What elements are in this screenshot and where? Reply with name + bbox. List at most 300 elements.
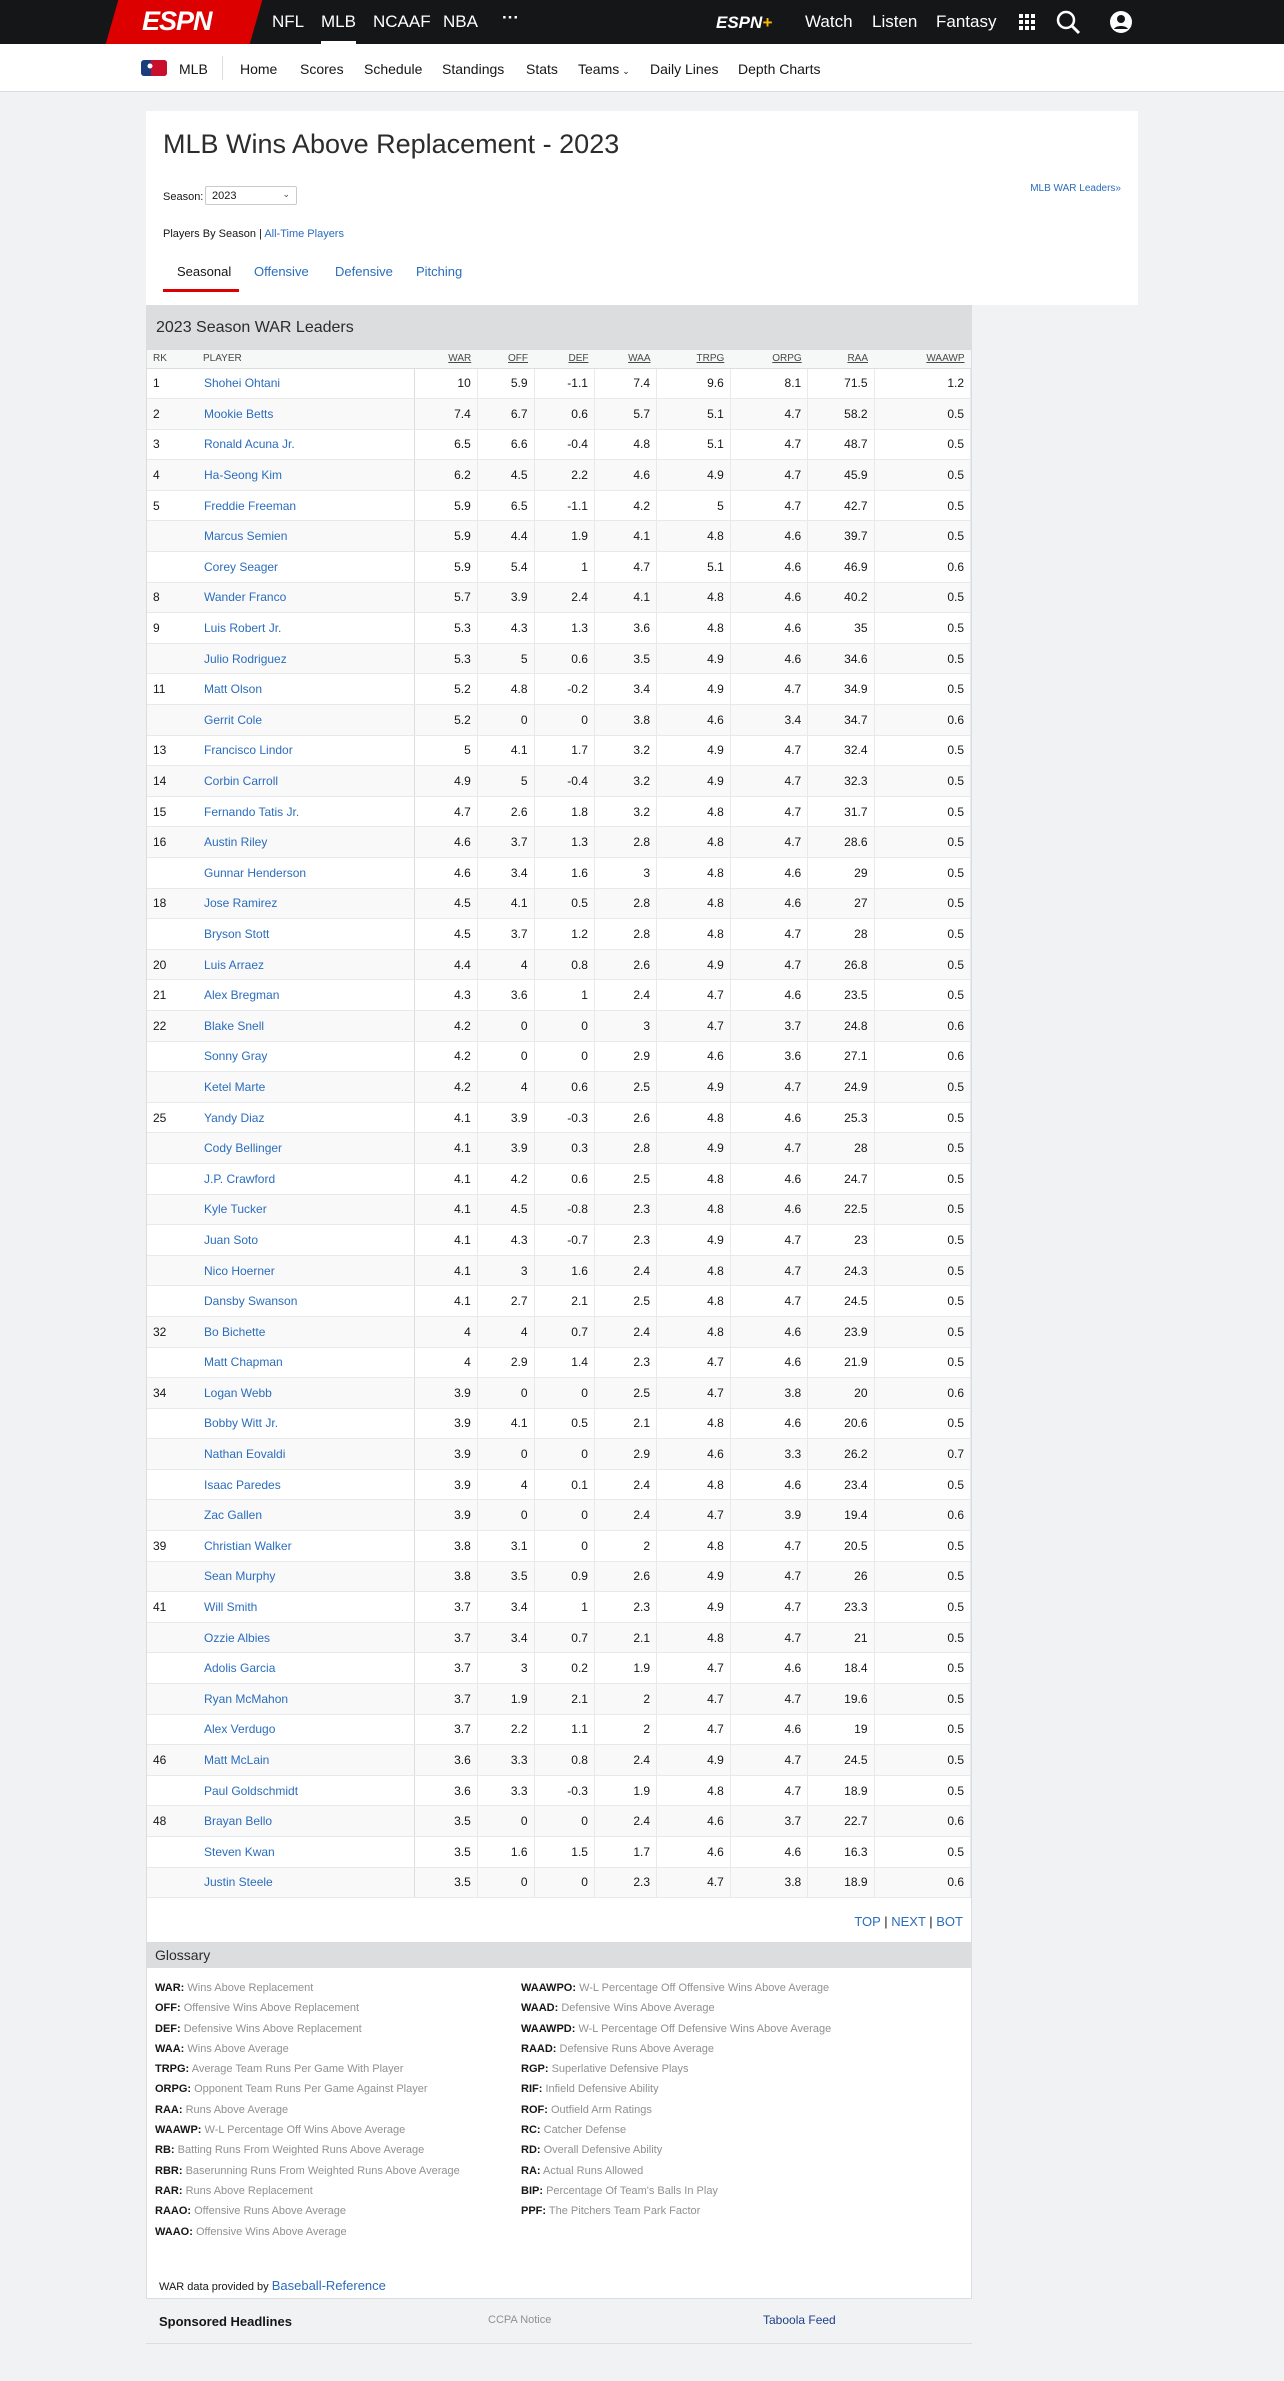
player-link[interactable]: Julio Rodriguez [204,651,287,666]
stat-cell: 3.4 [477,1592,534,1623]
stat-cell: 1.7 [594,1837,656,1868]
stat-cell: 1 [534,552,594,583]
stat-cell: 0.6 [874,705,970,736]
player-cell [197,1225,414,1256]
stat-cell: 4.2 [414,1041,477,1072]
stat-cell: 4.8 [657,1255,731,1286]
player-link[interactable]: Adolis Garcia [204,1661,276,1676]
stat-cell: 2.4 [594,1255,656,1286]
player-link[interactable]: Will Smith [204,1600,258,1615]
player-link[interactable]: Ha-Seong Kim [204,468,283,483]
stat-cell: 3.9 [477,1102,534,1133]
player-cell [197,1072,414,1103]
stat-cell: 0.5 [874,1347,970,1378]
stat-cell: 4.6 [730,1408,807,1439]
rank-cell: 16 [147,827,197,858]
stat-cell: 4.7 [730,1561,807,1592]
player-link[interactable]: Luis Arraez [204,957,265,972]
stat-cell: 4.7 [657,980,731,1011]
player-cell [197,827,414,858]
stat-cell: 24.3 [808,1255,874,1286]
stat-cell: 4.9 [657,674,731,705]
player-link[interactable]: Brayan Bello [204,1814,273,1829]
stat-cell: 1.9 [477,1684,534,1715]
player-link[interactable]: Nathan Eovaldi [204,1447,286,1462]
player-cell [197,1194,414,1225]
stat-cell: 4.8 [657,1102,731,1133]
glossary-definition: Offensive Runs Above Average [194,2205,346,2218]
glossary-entry [521,1978,831,1998]
rank-cell: 39 [147,1531,197,1562]
player-link[interactable]: Yandy Diaz [204,1110,265,1125]
rank-cell [147,1684,197,1715]
stat-cell: 4.5 [477,1194,534,1225]
stat-cell: -1.1 [534,490,594,521]
player-link[interactable]: Fernando Tatis Jr. [204,804,300,819]
glossary-entry [155,1978,460,1998]
glossary-title: Glossary [155,1947,211,1963]
stat-cell: 26.2 [808,1439,874,1470]
player-link[interactable]: Sean Murphy [204,1569,276,1584]
player-link[interactable]: Wander Franco [204,590,287,605]
stat-cell: 4.6 [730,643,807,674]
stat-cell: 0 [477,1439,534,1470]
stat-cell: 28.6 [808,827,874,858]
table-row [147,1561,971,1592]
stat-cell: 0.5 [874,1531,970,1562]
baseball-reference-link[interactable]: Baseball-Reference [271,2278,386,2293]
stat-cell: 3.8 [414,1561,477,1592]
player-link[interactable]: Alex Verdugo [204,1722,276,1737]
stat-cell: 1.6 [534,1255,594,1286]
table-body [147,368,971,1898]
stat-cell: 4.1 [594,521,656,552]
pager-next-link[interactable]: NEXT [891,1914,926,1929]
rank-cell: 11 [147,674,197,705]
stat-cell: 4.6 [730,552,807,583]
ccpa-notice-link[interactable]: CCPA Notice [488,2314,552,2326]
stat-cell: 25.3 [808,1102,874,1133]
table-row [147,1837,971,1868]
column-header[interactable]: DEF [534,350,594,368]
stat-cell: 4.8 [657,827,731,858]
nav-nba[interactable]: NBA [443,12,478,31]
stat-cell: 4.9 [657,949,731,980]
subnav-stats[interactable]: Stats [526,61,558,77]
stat-cell: 0.5 [874,919,970,950]
profile-icon[interactable] [1107,8,1135,36]
stat-cell: 0.5 [874,1653,970,1684]
rank-cell [147,705,197,736]
player-cell [197,980,414,1011]
stat-cell: 45.9 [808,460,874,491]
subnav-teams[interactable]: Teams ⌄ [578,61,630,77]
pager-top-link[interactable]: TOP [854,1914,881,1929]
player-link[interactable]: Sonny Gray [204,1049,268,1064]
stat-cell: 34.6 [808,643,874,674]
tab-pitching[interactable]: Pitching [416,264,463,279]
stat-cell: 3.7 [414,1714,477,1745]
stat-cell: 0.5 [874,1745,970,1776]
chevron-down-icon: ⌄ [282,189,290,199]
nav-nfl[interactable]: NFL [272,12,305,31]
glossary-term: RD: [521,2144,541,2157]
tab-offensive[interactable]: Offensive [254,264,309,279]
glossary-term: PPF: [521,2205,547,2218]
table-row [147,1500,971,1531]
stat-cell: 0.6 [534,1163,594,1194]
table-row [147,1225,971,1256]
player-link[interactable]: Kyle Tucker [204,1202,267,1217]
column-header[interactable]: TRPG [657,350,731,368]
column-header[interactable]: ORPG [730,350,807,368]
player-link[interactable]: Jose Ramirez [204,896,278,911]
player-link[interactable]: Dansby Swanson [204,1294,298,1309]
stat-cell: 0.6 [874,1867,970,1898]
player-link[interactable]: Ronald Acuna Jr. [204,437,295,452]
column-header[interactable]: OFF [477,350,534,368]
rank-cell: 2 [147,399,197,430]
rank-cell: 21 [147,980,197,1011]
glossary-definition: Runs Above Replacement [185,2184,313,2197]
stat-cell: 4.7 [730,1133,807,1164]
player-link[interactable]: Paul Goldschmidt [204,1783,299,1798]
table-row [147,1806,971,1837]
more-icon[interactable]: ··· [502,8,519,27]
stat-cell: 4.8 [657,1469,731,1500]
player-cell [197,490,414,521]
glossary-definition: The Pitchers Team Park Factor [548,2205,701,2218]
player-link[interactable]: Cody Bellinger [204,1141,283,1156]
player-link[interactable]: Justin Steele [204,1875,273,1890]
stat-cell: 2.4 [594,1806,656,1837]
nav-mlb[interactable]: MLB [321,12,356,31]
player-cell [197,1255,414,1286]
stat-cell: 24.7 [808,1163,874,1194]
stat-cell: 5.9 [414,490,477,521]
stat-cell: 0.7 [874,1439,970,1470]
season-select[interactable]: 2023 ⌄ [205,186,297,205]
stat-cell: 4.7 [730,490,807,521]
player-link[interactable]: Matt McLain [204,1753,270,1768]
stat-cell: 2.4 [594,1500,656,1531]
table-row [147,1469,971,1500]
stat-cell: 0.5 [874,643,970,674]
table-row [147,1439,971,1470]
stat-cell: 1.2 [534,919,594,950]
player-cell [197,1867,414,1898]
table-row [147,1072,971,1103]
glossary-definition: Superlative Defensive Plays [551,2063,689,2076]
rank-cell: 3 [147,429,197,460]
glossary-definition: Defensive Runs Above Average [559,2042,715,2055]
pager-bottom-link[interactable]: BOT [936,1914,963,1929]
stat-cell: 29 [808,858,874,889]
player-link[interactable]: Isaac Paredes [204,1477,281,1492]
stat-cell: 0.5 [874,827,970,858]
table-row [147,1286,971,1317]
column-header[interactable]: WAA [594,350,656,368]
stat-cell: 3.6 [414,1775,477,1806]
nav-fantasy[interactable]: Fantasy [936,12,997,31]
stat-cell: 4.9 [657,766,731,797]
player-cell [197,735,414,766]
stat-cell: 4.6 [730,1102,807,1133]
stat-cell: 4.6 [730,613,807,644]
stat-cell: 71.5 [808,368,874,399]
player-cell [197,858,414,889]
stat-cell: 0.5 [874,1837,970,1868]
stat-cell: 4 [477,949,534,980]
glossary-definition: W-L Percentage Off Wins Above Average [204,2124,406,2137]
rank-cell [147,552,197,583]
stat-cell: 0.8 [534,949,594,980]
player-link[interactable]: Bryson Stott [204,926,270,941]
player-link[interactable]: Juan Soto [204,1232,259,1247]
stat-cell: 0.5 [534,1408,594,1439]
stat-cell: 0 [534,1439,594,1470]
glossary-term: ROF: [521,2103,548,2116]
player-cell [197,1102,414,1133]
glossary-left-column [155,1978,460,2242]
stat-cell: 3.1 [477,1531,534,1562]
stat-cell: 20 [808,1378,874,1409]
player-link[interactable]: Bo Bichette [204,1324,266,1339]
table-row [147,1255,971,1286]
stat-cell: 4.6 [657,1041,731,1072]
player-link[interactable]: Matt Chapman [204,1355,283,1370]
column-header[interactable]: WAAWP [874,350,970,368]
player-link[interactable]: Marcus Semien [204,529,288,544]
stat-cell: 2.9 [594,1439,656,1470]
stat-cell: 3.4 [477,1622,534,1653]
stat-cell: 3 [477,1653,534,1684]
stat-cell: 4.9 [657,643,731,674]
stat-cell: 2.5 [594,1378,656,1409]
stat-cell: 2.5 [594,1072,656,1103]
page-header [146,111,1138,305]
glossary-definition: Runs Above Average [185,2103,289,2116]
rank-cell [147,1347,197,1378]
stat-cell: 4 [477,1316,534,1347]
rank-cell [147,1837,197,1868]
stat-cell: 4.9 [657,460,731,491]
stat-cell: 1.7 [534,735,594,766]
stat-cell: 2.9 [477,1347,534,1378]
stat-cell: 40.2 [808,582,874,613]
player-link[interactable]: Ketel Marte [204,1079,266,1094]
subnav-scores[interactable]: Scores [300,61,344,77]
glossary-term: WAAD: [521,2002,559,2015]
stat-cell: 0 [534,1378,594,1409]
player-link[interactable]: Logan Webb [204,1385,272,1400]
player-link[interactable]: J.P. Crawford [204,1171,276,1186]
stat-cell: 5.9 [414,521,477,552]
stat-cell: 4.7 [730,1286,807,1317]
player-link[interactable]: Gunnar Henderson [204,865,307,880]
stat-cell: 4.1 [477,735,534,766]
tab-seasonal[interactable]: Seasonal [177,264,232,279]
stat-cell: 4.7 [657,1347,731,1378]
rank-cell [147,521,197,552]
player-link[interactable]: Gerrit Cole [204,712,263,727]
stat-cell: 0.7 [534,1316,594,1347]
stat-cell: 27 [808,888,874,919]
stat-cell: 2.4 [594,980,656,1011]
glossary-definition: Opponent Team Runs Per Game Against Player [194,2083,428,2096]
glossary-term: RA: [521,2164,541,2177]
stat-cell: 3.2 [594,766,656,797]
stat-cell: 0.5 [874,1714,970,1745]
stat-cell: 22.5 [808,1194,874,1225]
player-cell [197,643,414,674]
rank-cell [147,1561,197,1592]
stat-cell: 4.8 [657,613,731,644]
glossary-term: WAAO: [155,2225,193,2238]
stat-cell: 24.9 [808,1072,874,1103]
subnav-mlb[interactable]: MLB [179,61,208,77]
player-link[interactable]: Ozzie Albies [204,1630,271,1645]
stat-cell: 0.5 [874,1194,970,1225]
rank-cell: 22 [147,1010,197,1041]
player-link[interactable]: Corey Seager [204,559,279,574]
player-link[interactable]: Zac Gallen [204,1508,263,1523]
player-link[interactable]: Francisco Lindor [204,743,293,758]
espn-plus-logo[interactable]: ESPN+ [716,13,773,32]
column-header[interactable]: RAA [808,350,874,368]
stat-cell: 3.7 [730,1010,807,1041]
tab-defensive[interactable]: Defensive [335,264,393,279]
all-time-players-link[interactable]: All-Time Players [264,228,344,240]
apps-grid-icon[interactable] [1013,8,1041,36]
stat-cell: 22.7 [808,1806,874,1837]
stat-cell: 4.8 [657,1163,731,1194]
stat-cell: 4.6 [657,1439,731,1470]
stat-cell: 0.9 [534,1561,594,1592]
glossary-entry [155,2059,460,2079]
stat-cell: 0.5 [874,858,970,889]
stat-cell: 4.7 [730,1255,807,1286]
glossary-entry [521,2019,831,2039]
stat-cell: 0 [534,1500,594,1531]
stat-cell: 46.9 [808,552,874,583]
stat-cell: 4.3 [477,1225,534,1256]
stat-cell: 0 [477,1041,534,1072]
table-title-bar [147,306,971,350]
stat-cell: 3.8 [730,1867,807,1898]
stat-cell: 4.2 [594,490,656,521]
stat-cell: 16.3 [808,1837,874,1868]
player-link[interactable]: Shohei Ohtani [204,376,281,391]
stat-cell: 3.9 [477,1133,534,1164]
glossary-entry [155,2120,460,2140]
stat-cell: 0 [534,705,594,736]
stat-cell: 0.5 [874,1684,970,1715]
stat-cell: 2.3 [594,1225,656,1256]
stat-cell: 1.9 [594,1775,656,1806]
stat-cell: -0.4 [534,766,594,797]
stat-cell: 2.1 [534,1684,594,1715]
stat-cell: 4.7 [657,1684,731,1715]
stat-cell: 9.6 [657,368,731,399]
stat-cell: 20.5 [808,1531,874,1562]
player-link[interactable]: Mookie Betts [204,406,274,421]
stat-cell: 1.5 [534,1837,594,1868]
stat-cell: 5.9 [477,368,534,399]
player-link[interactable]: Blake Snell [204,1018,265,1033]
stat-cell: 0.5 [874,521,970,552]
glossary-term: DEF: [155,2022,181,2035]
glossary-entry [521,2201,831,2221]
stat-cell: 35 [808,613,874,644]
player-link[interactable]: Austin Riley [204,835,268,850]
stat-cell: 6.2 [414,460,477,491]
stat-cell: 5.1 [657,399,731,430]
nav-listen[interactable]: Listen [872,12,918,31]
stat-cell: 4.7 [730,766,807,797]
war-leaders-link[interactable]: MLB WAR Leaders» [1030,183,1121,194]
stat-cell: 2.1 [594,1408,656,1439]
table-row [147,1133,971,1164]
sub-navigation [0,44,1284,92]
stat-cell: 0.5 [874,1592,970,1623]
page-title: MLB Wins Above Replacement - 2023 [163,129,620,159]
stat-cell: 4.6 [657,1806,731,1837]
player-link[interactable]: Christian Walker [204,1538,292,1553]
taboola-feed-link[interactable]: Taboola Feed [763,2313,836,2327]
stat-cell: 4.6 [730,1347,807,1378]
nav-watch[interactable]: Watch [805,12,853,31]
rank-cell [147,1867,197,1898]
stat-cell: 3.7 [414,1684,477,1715]
player-link[interactable]: Corbin Carroll [204,774,279,789]
player-link[interactable]: Freddie Freeman [204,498,297,513]
stat-cell: 18.4 [808,1653,874,1684]
player-link[interactable]: Luis Robert Jr. [204,621,282,636]
subnav-schedule[interactable]: Schedule [364,61,423,77]
table-row [147,1714,971,1745]
table-row [147,827,971,858]
search-icon[interactable] [1054,8,1082,36]
glossary-term: RC: [521,2124,541,2137]
column-header[interactable]: WAR [414,350,477,368]
stat-cell: 2.3 [594,1592,656,1623]
stat-cell: 4.8 [657,858,731,889]
player-link[interactable]: Bobby Witt Jr. [204,1416,279,1431]
subnav-home[interactable]: Home [240,61,278,77]
espn-logo[interactable]: ESPN [112,0,256,44]
stat-cell: 4.9 [657,1592,731,1623]
stat-cell: 0.5 [874,582,970,613]
player-link[interactable]: Steven Kwan [204,1844,275,1859]
player-link[interactable]: Ryan McMahon [204,1691,289,1706]
subnav-standings[interactable]: Standings [442,61,505,77]
player-link[interactable]: Nico Hoerner [204,1263,275,1278]
stat-cell: 20.6 [808,1408,874,1439]
stat-cell: 0.5 [874,613,970,644]
player-link[interactable]: Matt Olson [204,682,263,697]
glossary-entry [521,2039,831,2059]
subnav-daily-lines[interactable]: Daily Lines [650,61,719,77]
stat-cell: 5 [414,735,477,766]
stat-cell: 1.4 [534,1347,594,1378]
nav-ncaaf[interactable]: NCAAF [373,12,431,31]
player-link[interactable]: Alex Bregman [204,988,280,1003]
player-cell [197,460,414,491]
stat-cell: 4.7 [657,1500,731,1531]
rank-cell [147,919,197,950]
subnav-depth-charts[interactable]: Depth Charts [738,61,821,77]
